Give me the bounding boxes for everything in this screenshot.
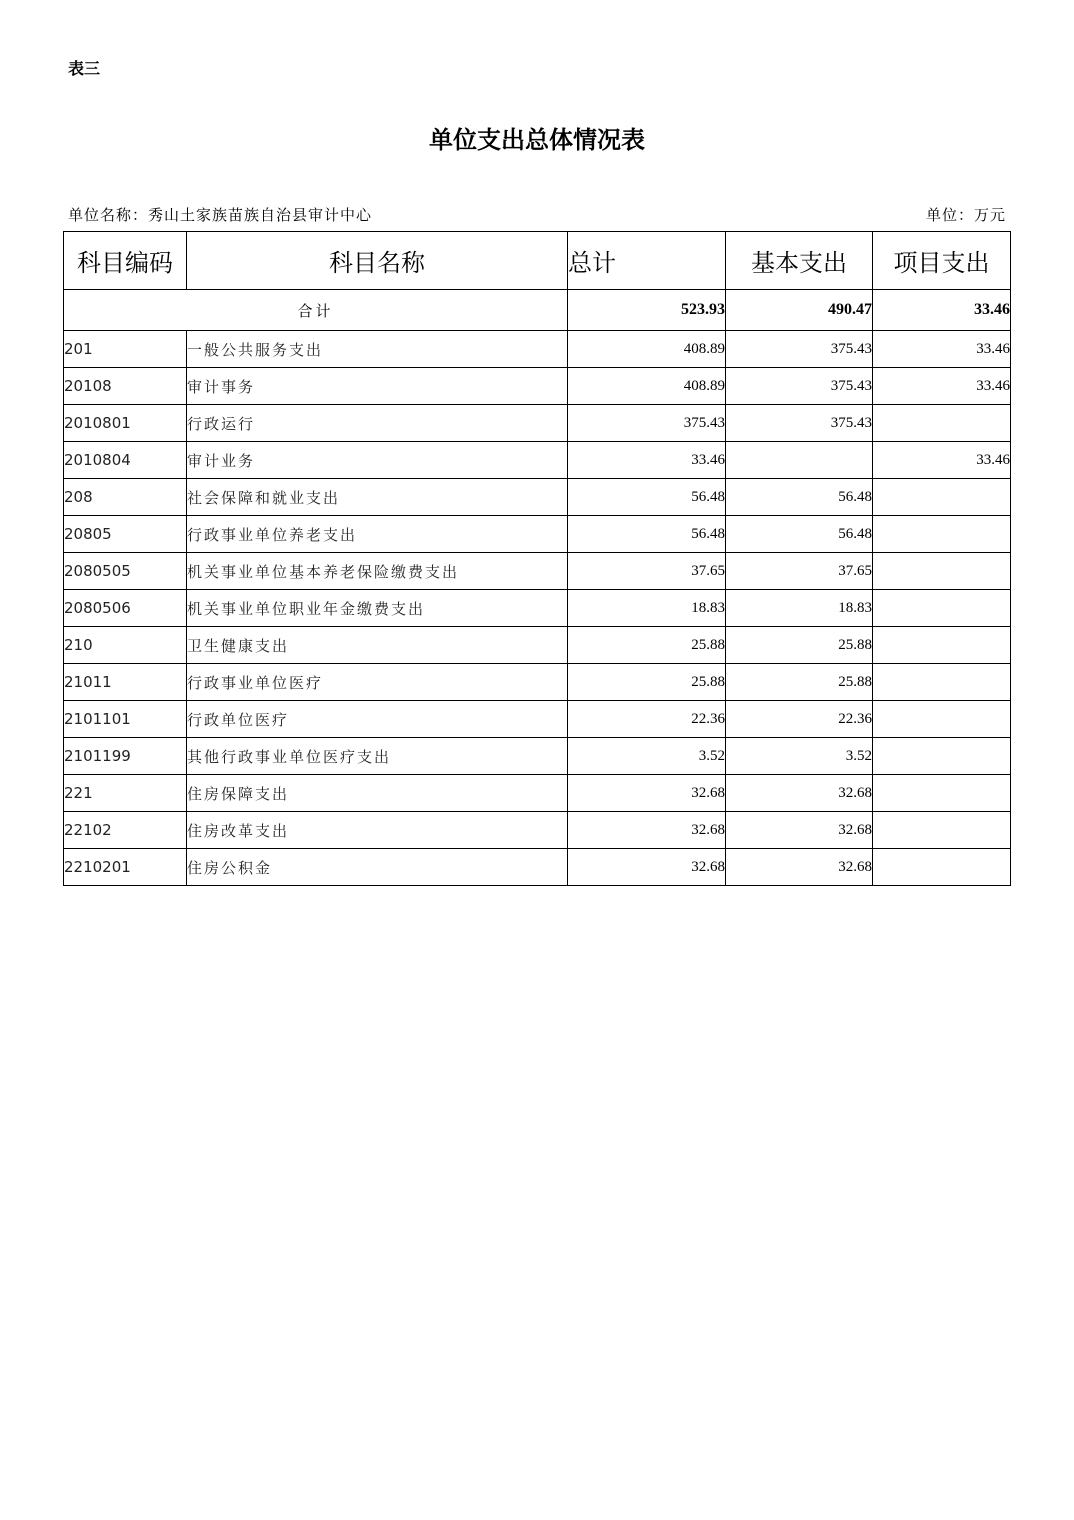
row-total: 32.68 [568,775,726,812]
table-row [64,331,1011,368]
row-code: 2101199 [64,738,187,775]
row-total: 32.68 [568,849,726,886]
table-row [64,849,1011,886]
row-project [873,738,1011,775]
row-code: 22102 [64,812,187,849]
row-total: 25.88 [568,664,726,701]
table-row [64,590,1011,627]
row-total: 56.48 [568,479,726,516]
table-row [64,664,1011,701]
expenditure-table [63,231,1011,886]
column-header-total: 总计 [568,232,726,290]
column-header-code: 科目编码 [64,232,187,290]
row-basic: 37.65 [726,553,873,590]
row-code: 2010804 [64,442,187,479]
row-name: 机关事业单位基本养老保险缴费支出 [187,553,568,590]
table-row [64,479,1011,516]
unit-name: 单位名称：秀山土家族苗族自治县审计中心 [68,206,373,224]
row-basic: 56.48 [726,516,873,553]
row-project [873,664,1011,701]
table-row [64,812,1011,849]
row-name: 社会保障和就业支出 [187,479,568,516]
row-total: 3.52 [568,738,726,775]
summary-label: 合计 [64,290,568,331]
row-name: 住房保障支出 [187,775,568,812]
row-project [873,479,1011,516]
row-basic: 375.43 [726,331,873,368]
row-project: 33.46 [873,331,1011,368]
column-header-name: 科目名称 [187,232,568,290]
table-row [64,553,1011,590]
row-project [873,775,1011,812]
row-basic: 18.83 [726,590,873,627]
summary-row [64,290,1011,331]
row-code: 221 [64,775,187,812]
row-basic: 375.43 [726,405,873,442]
table-row [64,516,1011,553]
row-project [873,553,1011,590]
row-total: 18.83 [568,590,726,627]
row-name: 卫生健康支出 [187,627,568,664]
header-row [64,232,1011,290]
row-basic: 32.68 [726,812,873,849]
row-basic: 375.43 [726,368,873,405]
row-code: 2210201 [64,849,187,886]
row-name: 其他行政事业单位医疗支出 [187,738,568,775]
table-row [64,738,1011,775]
row-basic: 32.68 [726,775,873,812]
column-header-project: 项目支出 [873,232,1011,290]
row-code: 201 [64,331,187,368]
row-total: 37.65 [568,553,726,590]
row-basic: 32.68 [726,849,873,886]
table-row [64,701,1011,738]
unit-label: 单位：万元 [925,206,1006,224]
row-total: 408.89 [568,331,726,368]
row-code: 20108 [64,368,187,405]
row-name: 住房公积金 [187,849,568,886]
page-title: 单位支出总体情况表 [429,125,645,154]
row-project [873,849,1011,886]
row-name: 行政事业单位医疗 [187,664,568,701]
row-name: 行政单位医疗 [187,701,568,738]
row-code: 2101101 [64,701,187,738]
row-total: 56.48 [568,516,726,553]
row-code: 2010801 [64,405,187,442]
row-basic: 56.48 [726,479,873,516]
row-basic: 25.88 [726,664,873,701]
row-total: 32.68 [568,812,726,849]
table-row [64,627,1011,664]
summary-project: 33.46 [873,290,1011,331]
table-row [64,442,1011,479]
row-total: 33.46 [568,442,726,479]
row-project [873,590,1011,627]
row-project [873,701,1011,738]
row-name: 机关事业单位职业年金缴费支出 [187,590,568,627]
row-name: 行政事业单位养老支出 [187,516,568,553]
row-name: 一般公共服务支出 [187,331,568,368]
row-code: 21011 [64,664,187,701]
row-basic [726,442,873,479]
row-project [873,627,1011,664]
row-code: 210 [64,627,187,664]
row-basic: 25.88 [726,627,873,664]
row-project [873,812,1011,849]
table-row [64,775,1011,812]
summary-total: 523.93 [568,290,726,331]
summary-basic: 490.47 [726,290,873,331]
row-total: 22.36 [568,701,726,738]
row-name: 行政运行 [187,405,568,442]
row-name: 审计事务 [187,368,568,405]
row-total: 25.88 [568,627,726,664]
table-row [64,368,1011,405]
row-project [873,516,1011,553]
row-code: 2080506 [64,590,187,627]
column-header-basic: 基本支出 [726,232,873,290]
row-total: 375.43 [568,405,726,442]
row-code: 208 [64,479,187,516]
row-total: 408.89 [568,368,726,405]
row-name: 审计业务 [187,442,568,479]
row-project: 33.46 [873,368,1011,405]
row-code: 2080505 [64,553,187,590]
row-basic: 3.52 [726,738,873,775]
row-name: 住房改革支出 [187,812,568,849]
table-label: 表三 [68,59,101,78]
row-code: 20805 [64,516,187,553]
row-project: 33.46 [873,442,1011,479]
table-row [64,405,1011,442]
row-project [873,405,1011,442]
row-basic: 22.36 [726,701,873,738]
